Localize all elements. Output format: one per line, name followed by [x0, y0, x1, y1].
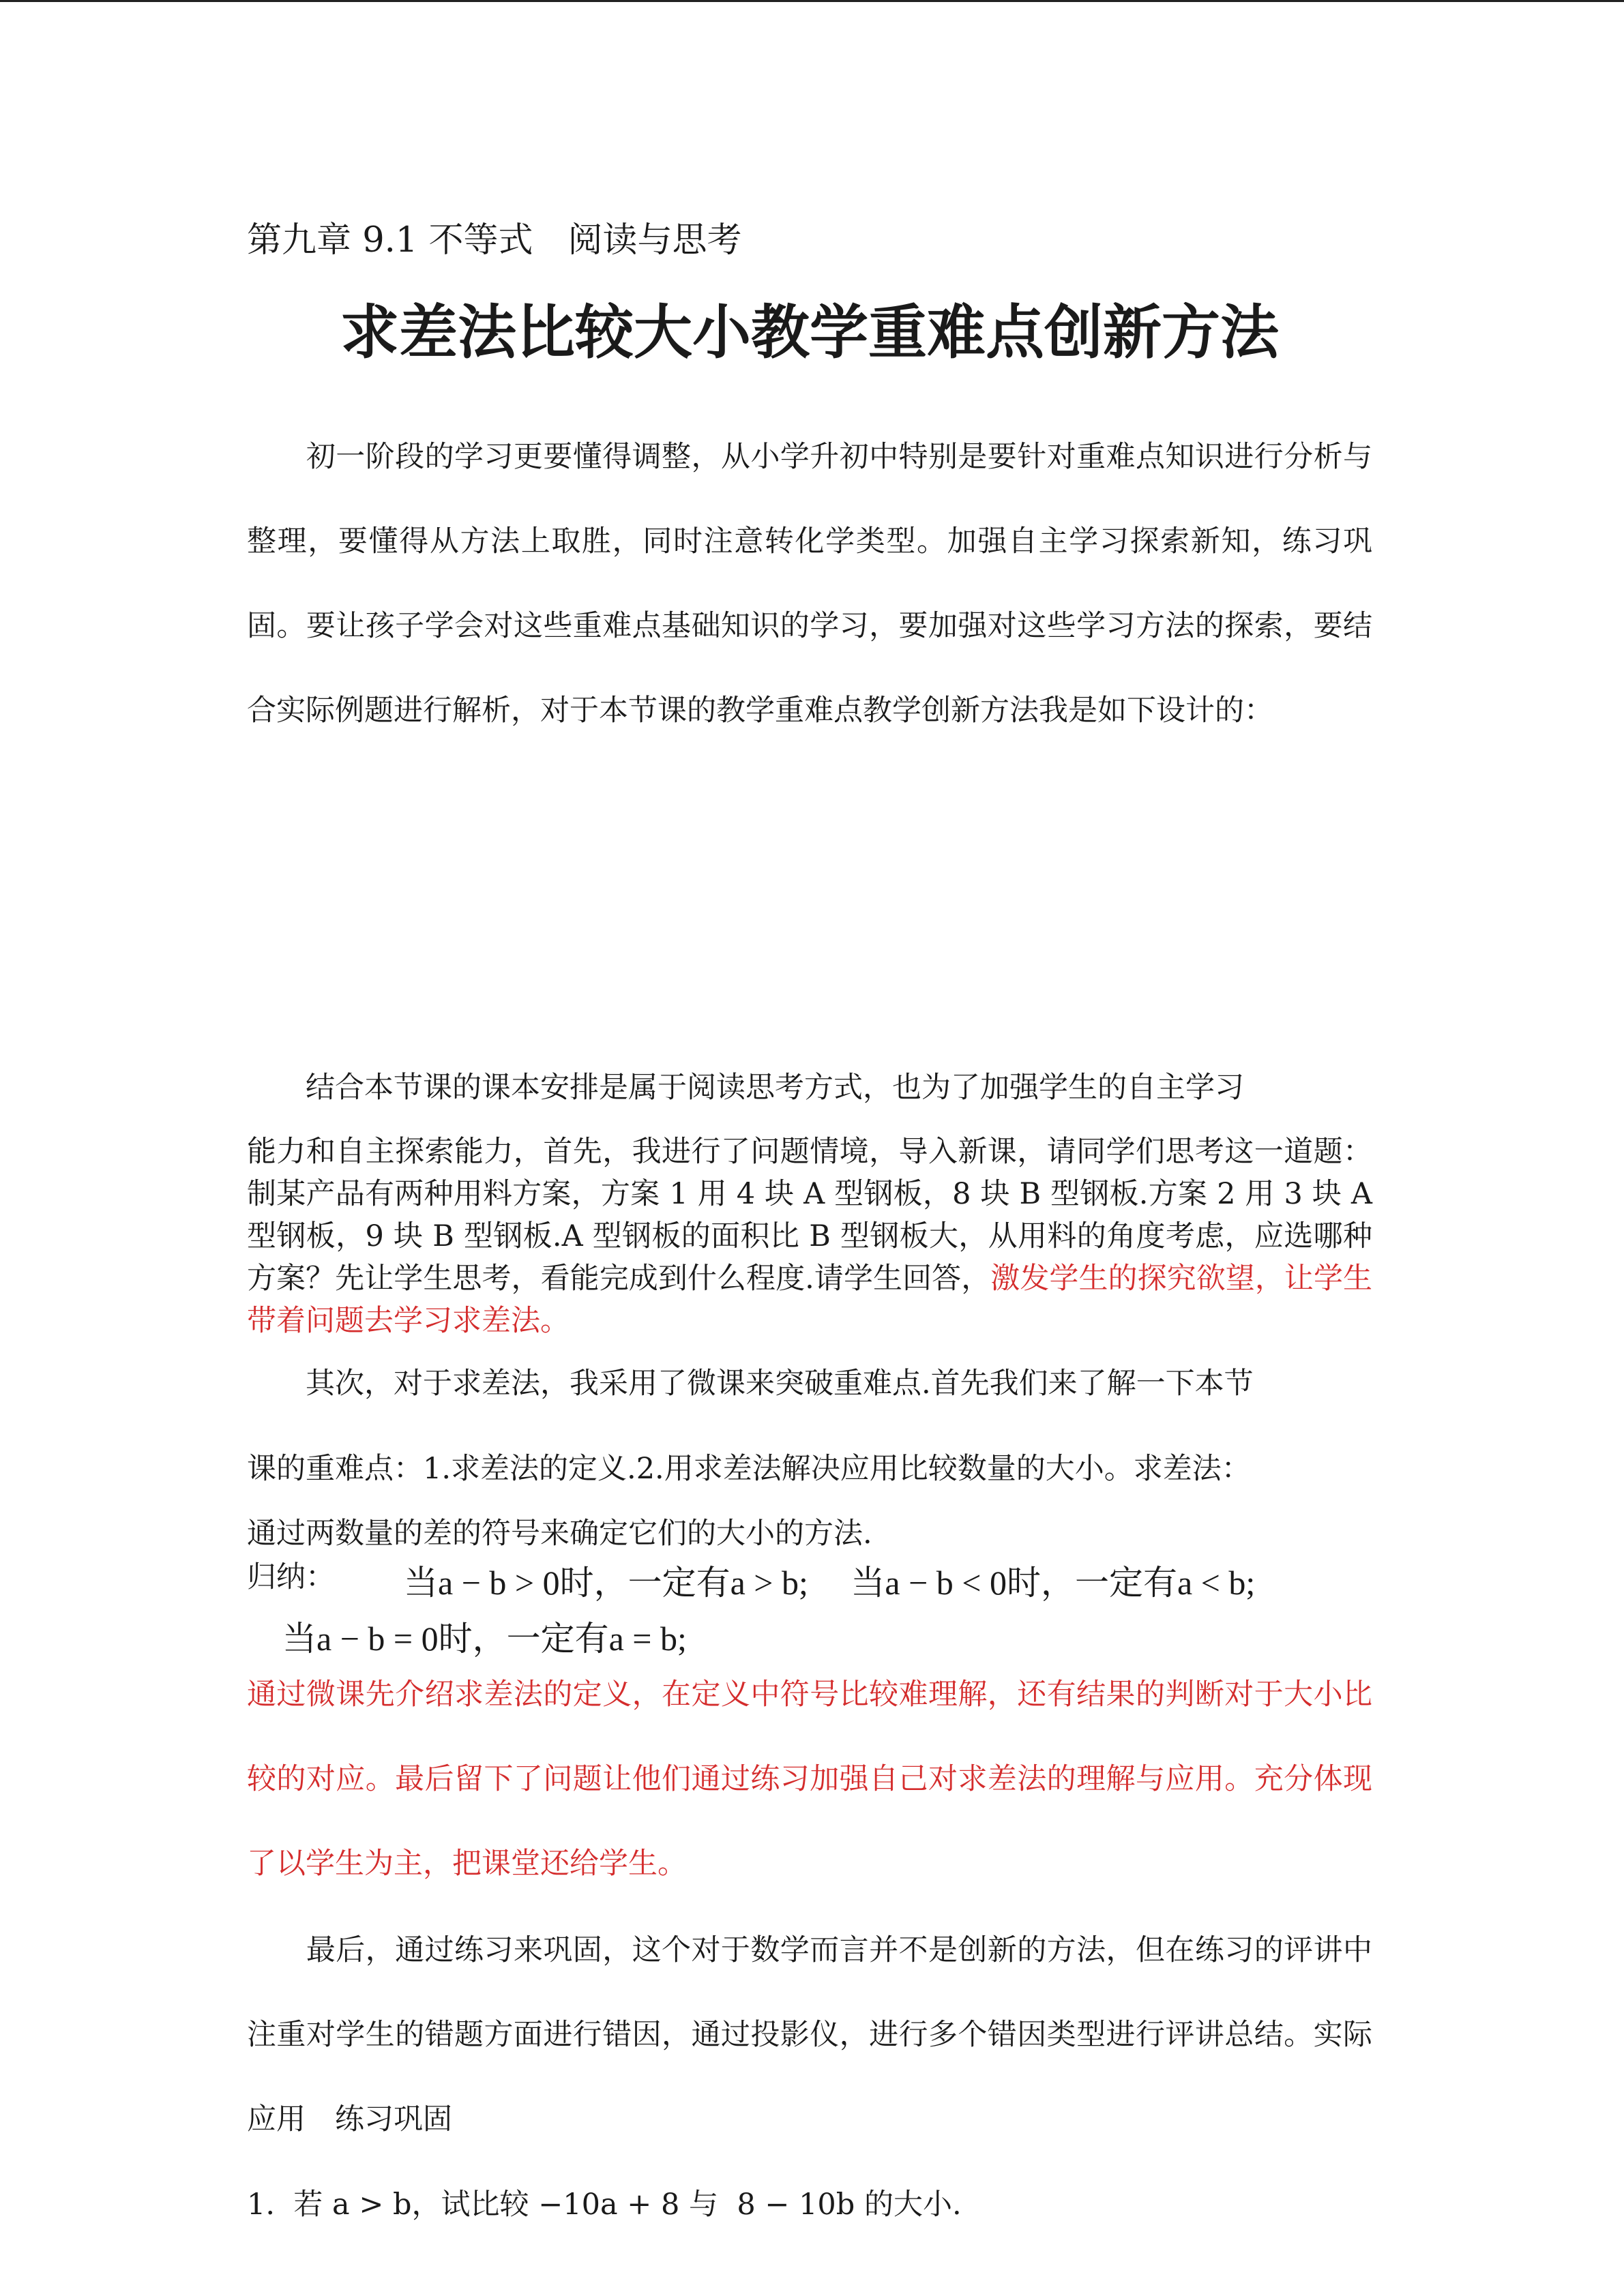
- document-title: 求差法比较大小教学重难点创新方法: [340, 299, 1279, 367]
- difference-rule-line1: 当a − b > 0时，一定有a > b; 当a − b < 0时，一定有a < b;: [404, 1564, 1256, 1602]
- method-paragraph-line1: 其次，对于求差法，我采用了微课来突破重难点.首先我们来了解一下本节: [306, 1367, 1254, 1401]
- practice-paragraph: 最后，通过练习来巩固，这个对于数学而言并不是创新的方法，但在练习的评讲中注重对学生的错题方面进行错因，通过投影仪，进行多个错因类型进行评讲总结。实际应用 练习巩固: [247, 1933, 1372, 2136]
- method-paragraph-line3: 通过两数量的差的符号来确定它们的大小的方法.: [247, 1517, 872, 1551]
- exercise-item-1: 1. 若 a > b，试比较 −10a + 8 与 8 − 10b 的大小.: [247, 2188, 962, 2222]
- micro-lesson-paragraph: 通过微课先介绍求差法的定义，在定义中符号比较难理解，还有结果的判断对于大小比较的对应。最后留下了问题让他们通过练习加强自己对求差法的理解与应用。充分体现了以学生为主，把课堂还给学生。: [247, 1678, 1372, 1881]
- difference-rule-line2: 当a − b = 0时，一定有a = b;: [282, 1620, 687, 1658]
- summary-label: 归纳：: [247, 1560, 335, 1594]
- situation-paragraph-first-line: 结合本节课的课本安排是属于阅读思考方式，也为了加强学生的自主学习: [306, 1071, 1244, 1105]
- situation-paragraph-emphasis: 激发学生的探究欲望，让学生带着问题去学习求差法。: [247, 1262, 1373, 1338]
- situation-paragraph-body: [247, 1131, 1372, 1342]
- chapter-heading: 第九章 9.1 不等式 阅读与思考: [247, 220, 742, 260]
- method-paragraph-line2: 课的重难点：1.求差法的定义.2.用求差法解决应用比较数量的大小。求差法：: [247, 1452, 1251, 1486]
- situation-paragraph-text: 能力和自主探索能力，首先，我进行了问题情境，导入新课，请同学们思考这一道题：制某产品有两种用料方案，方案 1 用 4 块 A 型钢板，8 块 B 型钢板.方案 2 用 3 块 A 型钢板，9 块 B 型钢板.A 型钢板的面积比 B 型钢板大，从用料的角度考虑，应选哪种方案？先让学生思考，看能完成到什么程度.请学生回答，: [247, 1135, 1372, 1296]
- intro-paragraph: 初一阶段的学习更要懂得调整，从小学升初中特别是要针对重难点知识进行分析与整理，要懂得从方法上取胜，同时注意转化学类型。加强自主学习探索新知，练习巩固。要让孩子学会对这些重难点基础知识的学习，要加强对这些学习方法的探索，要结合实际例题进行解析，对于本节课的教学重难点教学创新方法我是如下设计的：: [247, 440, 1372, 728]
